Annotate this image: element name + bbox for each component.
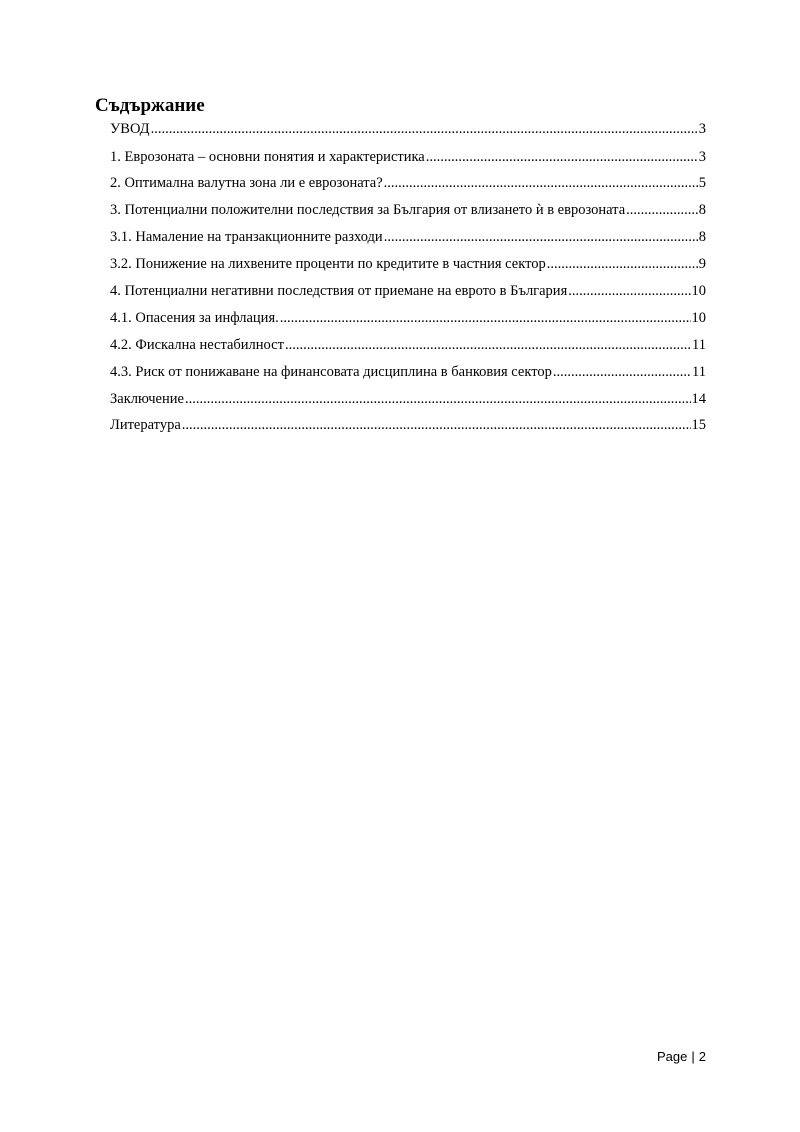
toc-entry-label: 4.1. Опасения за инфлация. <box>110 309 279 326</box>
toc-leader-dots <box>626 199 698 221</box>
page-footer <box>657 1048 706 1066</box>
table-of-contents <box>110 118 706 441</box>
toc-entry-page: 9 <box>698 256 706 273</box>
toc-entry-intro[interactable] <box>110 118 706 140</box>
toc-entry-page: 14 <box>691 390 706 407</box>
toc-entry-label: 2. Оптимална валутна зона ли е еврозоната? <box>110 175 383 192</box>
toc-leader-dots <box>547 253 698 275</box>
toc-entry-label: 4. Потенциални негативни последствия от приемане на еврото в България <box>110 282 568 299</box>
toc-entry-label: 3. Потенциални положителни последствия за България от влизането ѝ в еврозоната <box>110 202 626 219</box>
toc-entry-2[interactable] <box>110 172 706 194</box>
toc-entry-4-2[interactable] <box>110 334 706 356</box>
toc-entry-page: 3 <box>698 121 706 137</box>
toc-title: Съдържание <box>95 95 205 116</box>
toc-entry-label: 4.2. Фискална нестабилност <box>110 336 284 353</box>
toc-leader-dots <box>182 414 691 436</box>
toc-entry-label: Литература <box>110 417 181 434</box>
footer-page-label: Page <box>657 1049 688 1064</box>
toc-entry-label: 1. Еврозоната – основни понятия и характеристика <box>110 148 425 165</box>
toc-leader-dots <box>426 146 698 168</box>
toc-leader-dots <box>553 361 691 383</box>
toc-entry-3-1[interactable] <box>110 226 706 248</box>
toc-entry-3-2[interactable] <box>110 253 706 275</box>
toc-entry-page: 8 <box>698 202 706 219</box>
toc-entry-page: 8 <box>698 229 706 246</box>
toc-entry-page: 11 <box>692 336 706 353</box>
toc-entry-label: Заключение <box>110 390 184 407</box>
toc-entry-page: 15 <box>691 417 706 434</box>
footer-page-number: 2 <box>698 1049 706 1064</box>
toc-entry-conclusion[interactable] <box>110 388 706 410</box>
toc-entry-literature[interactable] <box>110 414 706 436</box>
toc-leader-dots <box>285 334 691 356</box>
toc-leader-dots <box>185 388 691 410</box>
toc-entry-page: 11 <box>692 363 706 380</box>
toc-entry-label: 3.1. Намаление на транзакционните разходи <box>110 229 383 246</box>
toc-entry-1[interactable] <box>110 146 706 168</box>
toc-entry-page: 5 <box>698 175 706 192</box>
toc-entry-4[interactable] <box>110 280 706 302</box>
toc-entry-4-1[interactable] <box>110 307 706 329</box>
toc-entry-label: 3.2. Понижение на лихвените проценти по кредитите в частния сектор <box>110 256 546 273</box>
toc-entry-3[interactable] <box>110 199 706 221</box>
toc-entry-label: 4.3. Риск от понижаване на финансовата дисциплина в банковия сектор <box>110 363 552 380</box>
toc-leader-dots <box>280 307 691 329</box>
toc-leader-dots <box>568 280 690 302</box>
toc-entry-page: 3 <box>698 148 706 165</box>
toc-leader-dots <box>151 118 698 140</box>
toc-leader-dots <box>384 226 698 248</box>
toc-entry-label: УВОД <box>110 121 150 137</box>
footer-separator: | <box>691 1049 695 1064</box>
toc-entry-page: 10 <box>691 309 706 326</box>
toc-entry-page: 10 <box>691 282 706 299</box>
toc-leader-dots <box>384 172 698 194</box>
toc-entry-4-3[interactable] <box>110 361 706 383</box>
